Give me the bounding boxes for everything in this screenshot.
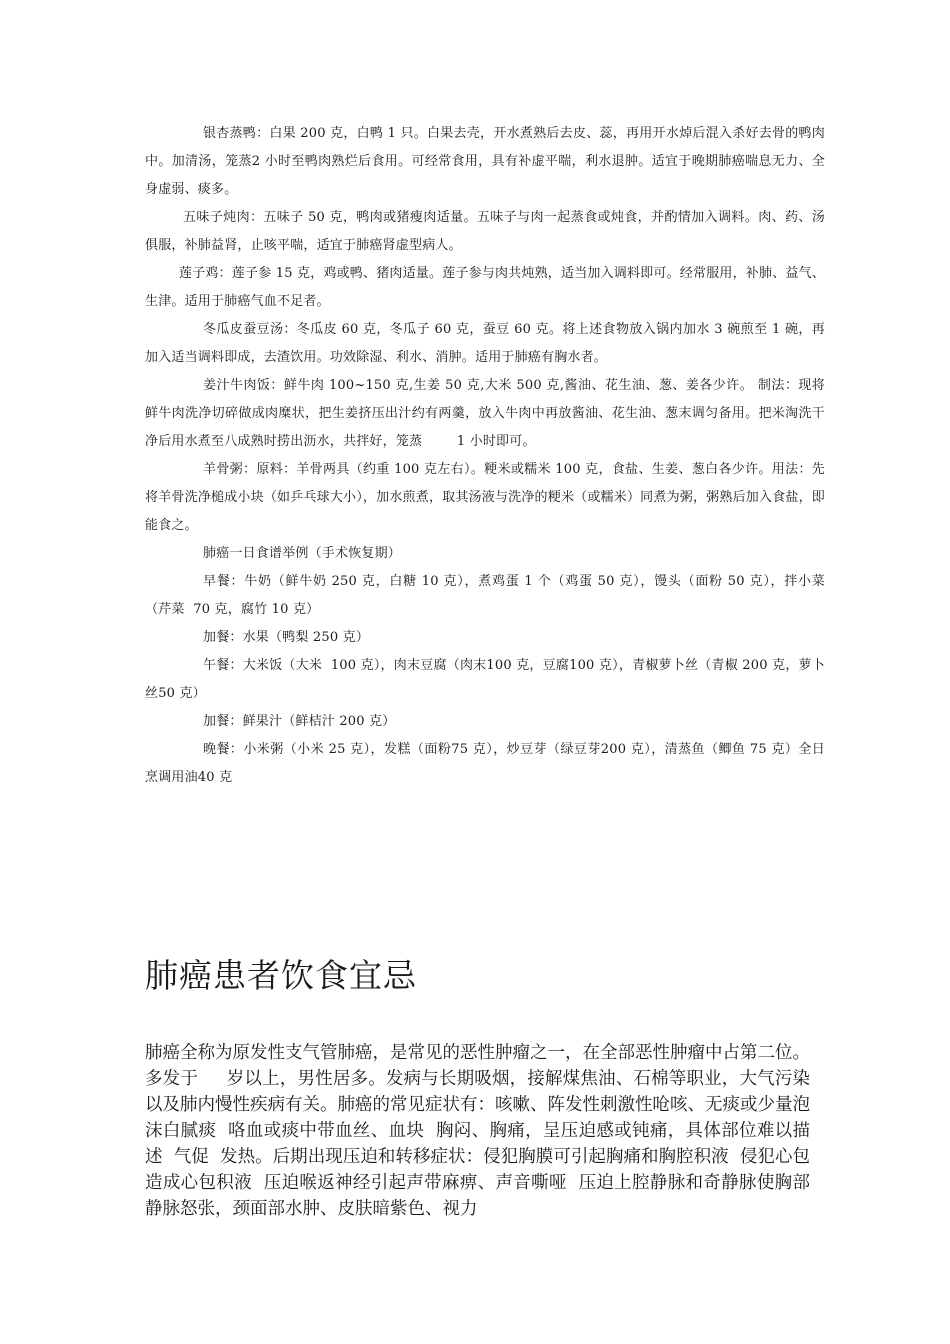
menu-item-snack: 加餐：鲜果汁（鲜桔汁 200 克）	[203, 714, 396, 729]
recipe-paragraph: 银杏蒸鸭：白果 200 克，白鸭 1 只。白果去壳，开水煮熟后去皮、蕊，再用开水焯后混入杀好去骨的鸭肉中。加清汤，笼蒸2 小时至鸭肉熟烂后食用。可经常食用，具有补虚平喘，利水退肿。适宜于晚期肺癌喘息无力、全身虚弱、痰多。	[145, 126, 825, 197]
recipe-paragraph: 冬瓜皮蚕豆汤：冬瓜皮 60 克，冬瓜子 60 克，蚕豆 60 克。将上述食物放入锅内加水 3 碗煎至 1 碗，再加入适当调料即成，去渣饮用。功效除湿、利水、消肿。适用于肺癌有胸水者。	[145, 322, 825, 365]
recipe-paragraph: 羊骨粥：原料：羊骨两具（约重 100 克左右）。粳米或糯米 100 克，食盐、生姜、葱白各少许。用法：先将羊骨洗净槌成小块（如乒乓球大小），加水煎煮，取其汤液与洗净的粳米（或糯米）同煮为粥，粥熟后加入食盐，即能食之。	[145, 462, 825, 533]
menu-item-snack: 加餐：水果（鸭梨 250 克）	[203, 630, 370, 645]
recipe-list	[145, 120, 825, 792]
menu-title: 肺癌一日食谱举例（手术恢复期）	[203, 546, 402, 561]
intro-paragraph: 肺癌全称为原发性支气管肺癌，是常见的恶性肿瘤之一，在全部恶性肿瘤中占第二位。多发于 岁以上，男性居多。发病与长期吸烟，接解煤焦油、石棉等职业，大气污染以及肺内慢性疾病有关。肺癌的常见症状有：咳嗽、阵发性刺激性呛咳、无痰或少量泡沫白腻痰 咯血或痰中带血丝、血块 胸闷、胸痛，呈压迫感或钝痛，具体部位难以描述 气促 发热。后期出现压迫和转移症状：侵犯胸膜可引起胸痛和胸腔积液 侵犯心包造成心包积液 压迫喉返神经引起声带麻痹、声音嘶哑 压迫上腔静脉和奇静脉使胸部静脉怒张，颈面部水肿、皮肤暗紫色、视力	[145, 1043, 810, 1219]
recipe-paragraph: 莲子鸡：莲子参 15 克，鸡或鸭、猪肉适量。莲子参与肉共炖熟，适当加入调料即可。经常服用，补肺、益气、生津。适用于肺癌气血不足者。	[145, 266, 826, 309]
menu-item-lunch: 午餐：大米饭（大米 100 克），肉末豆腐（肉末100 克，豆腐100 克），青椒萝卜丝（青椒 200 克，萝卜丝50 克）	[145, 658, 825, 701]
menu-item-dinner: 晚餐：小米粥（小米 25 克），发糕（面粉75 克），炒豆芽（绿豆芽200 克），清蒸鱼（鲫鱼 75 克）全日烹调用油40 克	[145, 742, 825, 785]
section-heading: 肺癌患者饮食宜忌	[145, 956, 417, 995]
recipe-paragraph: 五味子炖肉：五味子 50 克，鸭肉或猪瘦肉适量。五味子与肉一起蒸食或炖食，并酌情加入调料。肉、药、汤俱服，补肺益肾，止咳平喘，适宜于肺癌肾虚型病人。	[145, 210, 825, 253]
recipe-paragraph: 姜汁牛肉饭：鲜牛肉 100~150 克,生姜 50 克,大米 500 克,酱油、花生油、葱、姜各少许。 制法：现将鲜牛肉洗净切碎做成肉糜状，把生姜挤压出汁约有两羹，放入牛肉中再放酱油、花生油、葱末调匀备用。把米淘洗干净后用水煮至八成熟时捞出沥水，共拌好，笼蒸 1 小时即可。	[145, 378, 825, 449]
menu-item-breakfast: 早餐：牛奶（鲜牛奶 250 克，白糖 10 克），煮鸡蛋 1 个（鸡蛋 50 克），馒头（面粉 50 克），拌小菜（芹菜 70 克，腐竹 10 克）	[145, 574, 825, 617]
